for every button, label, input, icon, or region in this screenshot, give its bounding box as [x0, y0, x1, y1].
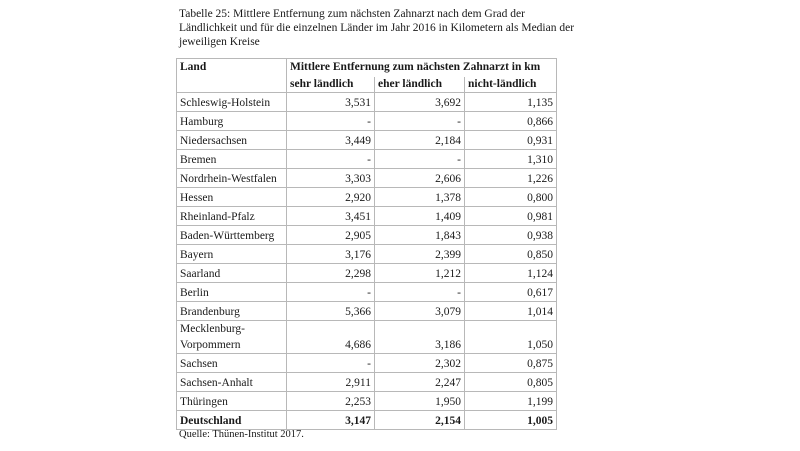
cell-eher-laendlich: 2,302 [375, 354, 465, 373]
cell-nicht-laendlich: 0,981 [465, 207, 557, 226]
cell-land: Brandenburg [177, 302, 287, 321]
cell-nicht-laendlich: 0,800 [465, 188, 557, 207]
cell-eher-laendlich: 2,184 [375, 131, 465, 150]
cell-nicht-laendlich: 0,617 [465, 283, 557, 302]
cell-sehr-laendlich: 3,303 [287, 169, 375, 188]
cell-eher-laendlich: 3,692 [375, 93, 465, 112]
cell-eher-laendlich: 2,154 [375, 411, 465, 430]
cell-nicht-laendlich: 1,124 [465, 264, 557, 283]
cell-land: Saarland [177, 264, 287, 283]
cell-sehr-laendlich: 3,531 [287, 93, 375, 112]
cell-nicht-laendlich: 0,805 [465, 373, 557, 392]
header-land: Land [177, 59, 287, 93]
table-row [177, 245, 557, 264]
cell-eher-laendlich: 3,079 [375, 302, 465, 321]
cell-land-line-1: Mecklenburg- [180, 323, 245, 335]
header-nicht-laendlich: nicht-ländlich [465, 77, 557, 93]
cell-land: Hamburg [177, 112, 287, 131]
table-row [177, 321, 557, 354]
cell-eher-laendlich: 1,950 [375, 392, 465, 411]
cell-land: Baden-Württemberg [177, 226, 287, 245]
cell-sehr-laendlich: 2,253 [287, 392, 375, 411]
table-row [177, 169, 557, 188]
cell-nicht-laendlich: 0,866 [465, 112, 557, 131]
cell-sehr-laendlich: 3,176 [287, 245, 375, 264]
cell-nicht-laendlich: 0,875 [465, 354, 557, 373]
table-row [177, 226, 557, 245]
cell-sehr-laendlich: 3,449 [287, 131, 375, 150]
cell-eher-laendlich: - [375, 150, 465, 169]
cell-sehr-laendlich: 2,905 [287, 226, 375, 245]
cell-sehr-laendlich: 4,686 [287, 321, 375, 354]
cell-land: Schleswig-Holstein [177, 93, 287, 112]
cell-nicht-laendlich: 1,199 [465, 392, 557, 411]
cell-eher-laendlich: 2,399 [375, 245, 465, 264]
cell-eher-laendlich: 1,409 [375, 207, 465, 226]
cell-land [177, 321, 287, 354]
cell-sehr-laendlich: 2,920 [287, 188, 375, 207]
table-row [177, 188, 557, 207]
cell-sehr-laendlich: - [287, 283, 375, 302]
cell-eher-laendlich: 2,247 [375, 373, 465, 392]
table-source: Quelle: Thünen-Institut 2017. [179, 429, 304, 440]
cell-nicht-laendlich: 1,014 [465, 302, 557, 321]
cell-land: Bremen [177, 150, 287, 169]
cell-sehr-laendlich: 3,147 [287, 411, 375, 430]
cell-land: Nordrhein-Westfalen [177, 169, 287, 188]
table-caption: Tabelle 25: Mittlere Entfernung zum nächsten Zahnarzt nach dem Grad der Ländlichkeit und für die einzelnen Länder im Jahr 2016 in Kilometern als Median der jeweiligen Kreise [179, 8, 575, 48]
cell-land: Berlin [177, 283, 287, 302]
cell-eher-laendlich: 3,186 [375, 321, 465, 354]
table-row [177, 207, 557, 226]
cell-sehr-laendlich: - [287, 354, 375, 373]
table-row [177, 283, 557, 302]
table-row [177, 373, 557, 392]
cell-eher-laendlich: 1,843 [375, 226, 465, 245]
cell-nicht-laendlich: 1,135 [465, 93, 557, 112]
cell-nicht-laendlich: 0,938 [465, 226, 557, 245]
table-row [177, 131, 557, 150]
table-total-row [177, 411, 557, 430]
header-sehr-laendlich: sehr ländlich [287, 77, 375, 93]
table-row [177, 264, 557, 283]
cell-sehr-laendlich: - [287, 112, 375, 131]
cell-land-line-2: Vorpommern [180, 339, 241, 351]
table-row [177, 112, 557, 131]
table-row [177, 392, 557, 411]
cell-sehr-laendlich: 5,366 [287, 302, 375, 321]
cell-land: Deutschland [177, 411, 287, 430]
cell-land: Hessen [177, 188, 287, 207]
cell-eher-laendlich: 1,378 [375, 188, 465, 207]
cell-sehr-laendlich: 2,298 [287, 264, 375, 283]
table-row [177, 354, 557, 373]
table-row [177, 302, 557, 321]
cell-land: Thüringen [177, 392, 287, 411]
cell-sehr-laendlich: 3,451 [287, 207, 375, 226]
header-eher-laendlich: eher ländlich [375, 77, 465, 93]
cell-nicht-laendlich: 0,931 [465, 131, 557, 150]
cell-land: Sachsen [177, 354, 287, 373]
cell-eher-laendlich: - [375, 112, 465, 131]
cell-nicht-laendlich: 1,226 [465, 169, 557, 188]
cell-nicht-laendlich: 1,310 [465, 150, 557, 169]
cell-sehr-laendlich: - [287, 150, 375, 169]
cell-nicht-laendlich: 1,050 [465, 321, 557, 354]
table-row [177, 150, 557, 169]
cell-sehr-laendlich: 2,911 [287, 373, 375, 392]
cell-land: Rheinland-Pfalz [177, 207, 287, 226]
distance-table [176, 58, 557, 430]
cell-eher-laendlich: - [375, 283, 465, 302]
cell-eher-laendlich: 2,606 [375, 169, 465, 188]
header-group: Mittlere Entfernung zum nächsten Zahnarzt in km [287, 59, 557, 78]
cell-land: Sachsen-Anhalt [177, 373, 287, 392]
cell-land: Bayern [177, 245, 287, 264]
cell-nicht-laendlich: 0,850 [465, 245, 557, 264]
cell-nicht-laendlich: 1,005 [465, 411, 557, 430]
cell-eher-laendlich: 1,212 [375, 264, 465, 283]
table-row [177, 93, 557, 112]
cell-land: Niedersachsen [177, 131, 287, 150]
